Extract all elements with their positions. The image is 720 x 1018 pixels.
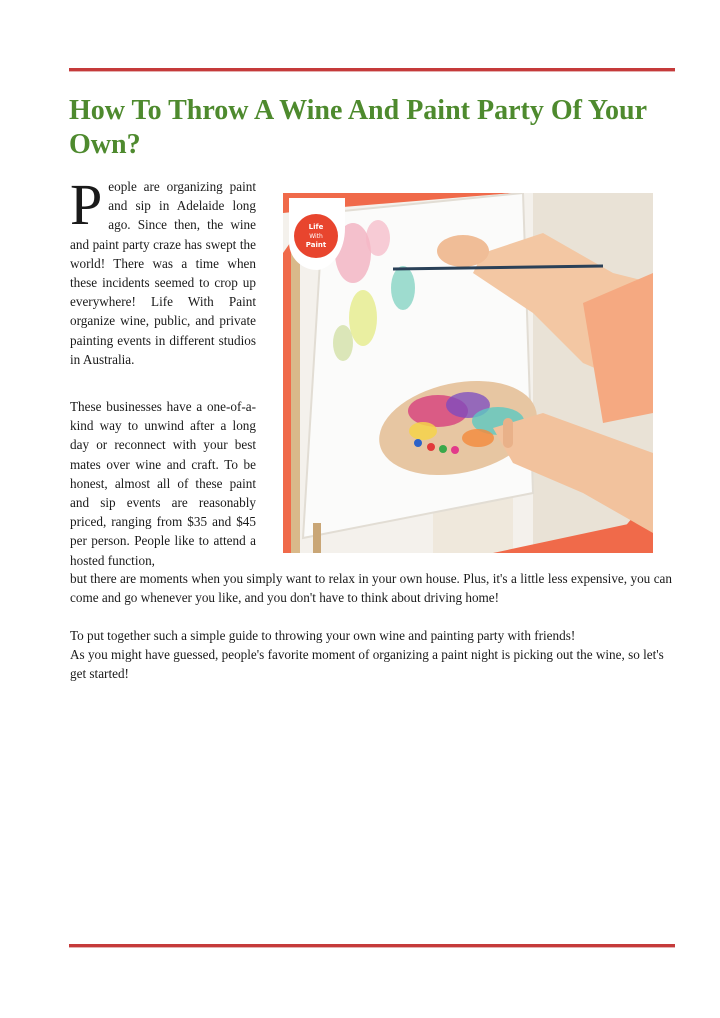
closing-line-2: As you might have guessed, people's favorite moment of organizing a paint night is picking out the wine, so let's get started!: [70, 647, 664, 682]
life-with-paint-logo: [287, 198, 345, 270]
second-paragraph-continued: but there are moments when you simply want to relax in your own house. Plus, it's a little less expensive, you can come and go whenever you like, and you don't have to think about driving home!: [70, 571, 672, 606]
page-title: How To Throw A Wine And Paint Party Of Your Own?: [69, 95, 647, 160]
logo-line-2: With: [309, 233, 323, 240]
drop-cap: P: [70, 172, 103, 237]
intro-paragraph: [70, 172, 256, 369]
closing-line-1: To put together such a simple guide to throwing your own wine and painting party with friends!: [70, 628, 576, 643]
intro-text: eople are organizing paint and sip in Adelaide long ago. Since then, the wine and paint party craze has swept the world! There was a time when these incidents seemed to crop up everywhere! Life With Paint organize wine, public, and private painting events in different studios in Australia.: [70, 179, 256, 367]
closing-paragraph: [70, 626, 672, 684]
logo-line-3: Paint: [305, 241, 327, 249]
logo-line-1: Life: [308, 223, 324, 231]
footer-rule: [69, 944, 675, 947]
header-rule: [69, 68, 675, 71]
second-paragraph-column: These businesses have a one-of-a-kind way to unwind after a long day or reconnect with your best mates over wine and craft. To be honest, almost all of these paint and sip events are reasonably priced, ranging from $35 and $45 per person. People like to attend a hosted function,: [70, 399, 256, 568]
